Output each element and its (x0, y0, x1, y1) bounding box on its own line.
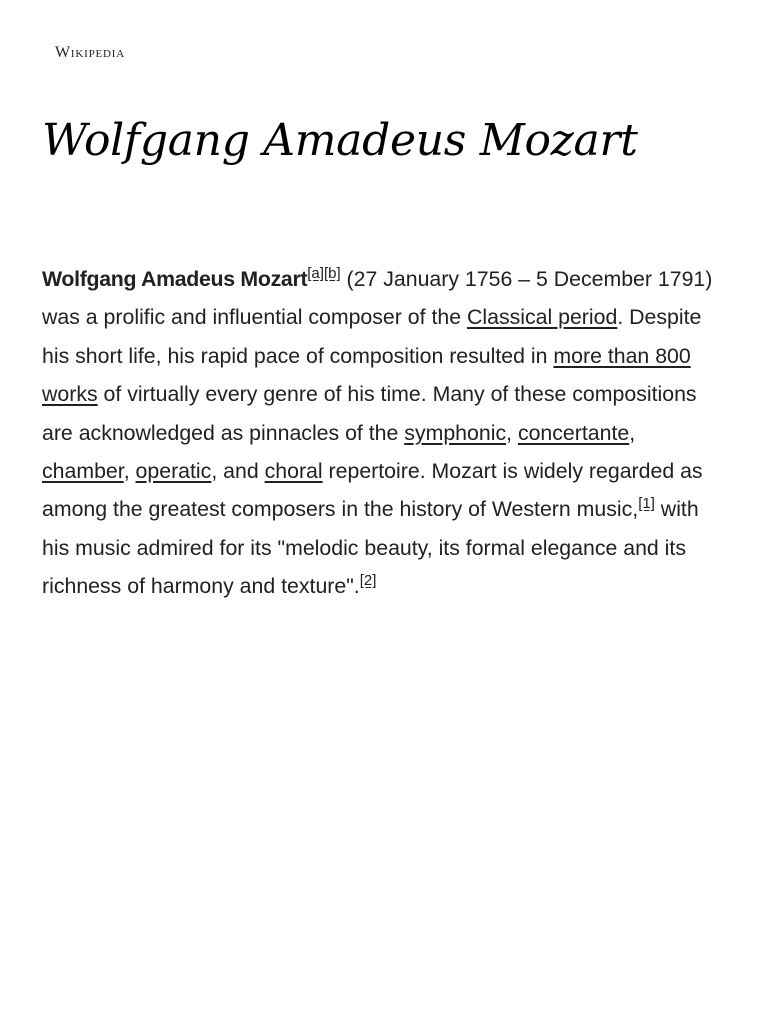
link-chamber[interactable]: chamber (42, 459, 124, 484)
footnote-ref-b (324, 265, 341, 282)
intro-text-5: with his music admired for its "melodic beauty, its formal elegance and its richness of harmony and texture". (42, 497, 699, 599)
footnote-link-b[interactable]: [b] (323, 264, 341, 282)
intro-separator-3: , (123, 459, 136, 484)
wikipedia-wordmark[interactable]: Wikipedia (55, 44, 125, 61)
footnote-link-1[interactable]: [1] (638, 495, 655, 513)
intro-text-3: of virtually every genre of his time. Many of these compositions are acknowledged as pinnacles of the (42, 382, 697, 445)
article-subject: Wolfgang Amadeus Mozart (42, 267, 308, 291)
intro-separator-2: , (629, 420, 636, 445)
footnote-ref-2 (360, 572, 377, 589)
intro-paragraph (42, 260, 722, 606)
footnote-ref-a (307, 265, 324, 282)
footnote-link-a[interactable]: [a] (307, 264, 324, 282)
intro-text-4: repertoire. Mozart is widely regarded as among the greatest composers in the history of Western music, (42, 459, 703, 522)
link-concertante[interactable]: concertante (517, 420, 630, 445)
link-symphonic[interactable]: symphonic (404, 420, 507, 445)
footnote-ref-1 (638, 495, 655, 512)
intro-text-1: (27 January 1756 – 5 December 1791) was a prolific and influential composer of the (42, 267, 713, 330)
link-choral[interactable]: choral (264, 459, 323, 484)
intro-separator-4: , and (211, 459, 265, 484)
page-title: Wolfgang Amadeus Mozart (42, 115, 638, 166)
intro-separator-1: , (506, 420, 518, 445)
link-works-list[interactable]: more than 800 works (42, 343, 691, 407)
footnote-link-2[interactable]: [2] (359, 572, 377, 590)
intro-text-2: . Despite his short life, his rapid pace of composition resulted in (42, 305, 702, 368)
link-classical-period[interactable]: Classical period (466, 305, 618, 330)
link-operatic[interactable]: operatic (135, 459, 212, 484)
